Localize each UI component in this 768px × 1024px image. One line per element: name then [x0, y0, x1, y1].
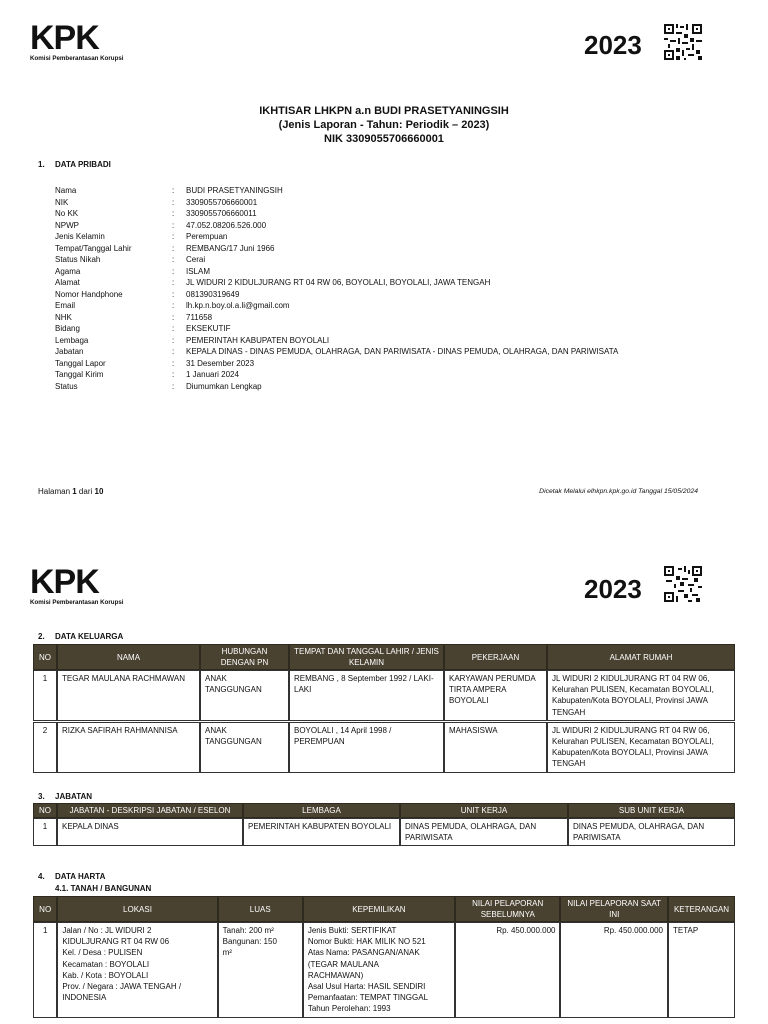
field-value: 1 Januari 2024: [186, 370, 239, 379]
table-cell: BOYOLALI , 14 April 1998 / PEREMPUAN: [289, 722, 444, 773]
table-cell: ANAK TANGGUNGAN: [200, 670, 289, 721]
page-number: Halaman 1 dari 10: [38, 487, 104, 496]
table-cell-sebelumnya: Rp. 450.000.000: [455, 922, 561, 1018]
column-header: JABATAN - DESKRIPSI JABATAN / ESELON: [57, 803, 243, 818]
table-cell: 1: [33, 670, 57, 721]
column-header: KETERANGAN: [668, 896, 735, 922]
field-label: Agama: [55, 266, 81, 276]
qr-code-icon: [664, 566, 702, 602]
field-colon: :: [172, 197, 175, 207]
field-colon: :: [172, 289, 175, 299]
field-label: Tanggal Kirim: [55, 370, 104, 379]
field-label: Bidang: [55, 324, 80, 333]
column-header: UNIT KERJA: [400, 803, 568, 818]
column-header: ALAMAT RUMAH: [547, 644, 735, 670]
field-label: No KK: [55, 209, 79, 218]
section-data-harta-heading: 4. DATA HARTA: [38, 872, 106, 881]
table-cell-saat-ini: Rp. 450.000.000: [560, 922, 668, 1018]
personal-data-row: [55, 358, 618, 370]
table-row: [33, 922, 735, 1018]
personal-data-row: [55, 254, 618, 266]
field-value: PEMERINTAH KABUPATEN BOYOLALI: [186, 335, 330, 345]
personal-data-row: [55, 220, 618, 232]
personal-data-row: [55, 335, 618, 347]
personal-data-row: [55, 381, 618, 393]
table-cell: DINAS PEMUDA, OLAHRAGA, DAN PARIWISATA: [568, 818, 735, 846]
report-year: 2023: [584, 30, 642, 60]
table-cell: MAHASISWA: [444, 722, 547, 773]
table-cell-lokasi: Jalan / No : JL WIDURI 2 KIDULJURANG RT 04 RW 06 Kel. / Desa : PULISEN Kecamatan : BOYOLALI Kab. / Kota : BOYOLALI Prov. / Negara : JAWA TENGAH / INDONESIA: [57, 922, 217, 1018]
personal-data-row: [55, 185, 618, 197]
table-cell-no: 1: [33, 922, 57, 1018]
personal-data-row: [55, 231, 618, 243]
table-cell: PEMERINTAH KABUPATEN BOYOLALI: [243, 818, 400, 846]
qr-code-icon: [664, 24, 702, 60]
field-value: ISLAM: [186, 266, 211, 276]
table-cell: KARYAWAN PERUMDA TIRTA AMPERA BOYOLALI: [444, 670, 547, 721]
field-label: Jenis Kelamin: [55, 232, 105, 241]
report-year: 2023: [584, 574, 642, 604]
personal-data-row: [55, 208, 618, 220]
personal-data-row: [55, 277, 618, 289]
field-colon: :: [172, 358, 175, 368]
table-row: [33, 722, 735, 773]
section-data-pribadi-heading: 1. DATA PRIBADI: [38, 160, 111, 169]
table-cell: TEGAR MAULANA RACHMAWAN: [57, 670, 200, 721]
title-line-3: NIK 3309055706660001: [324, 133, 444, 145]
personal-data-row: [55, 197, 618, 209]
column-header: KEPEMILIKAN: [303, 896, 455, 922]
table-cell-luas: Tanah: 200 m² Bangunan: 150 m²: [218, 922, 303, 1018]
report-title: [0, 104, 768, 146]
field-label: Lembaga: [55, 335, 89, 345]
field-colon: :: [172, 243, 175, 253]
field-value: 31 Desember 2023: [186, 358, 255, 368]
field-label: NPWP: [55, 220, 79, 230]
field-label: Tanggal Lapor: [55, 358, 106, 368]
table-cell: 1: [33, 818, 57, 846]
field-value: 711658: [186, 312, 213, 322]
field-label: Status Nikah: [55, 255, 101, 264]
kpk-logo-word: KPK: [30, 563, 99, 601]
keluarga-table-header: [33, 644, 735, 670]
personal-data-row: [55, 312, 618, 324]
kpk-logo: [30, 563, 140, 606]
table-cell-kepemilikan: Jenis Bukti: SERTIFIKAT Nomor Bukti: HAK MILIK NO 521 Atas Nama: PASANGAN/ANAK (TEGAR MAULANA RACHMAWAN) Asal Usul Harta: HASIL SENDIRI Pemanfaatan: TEMPAT TINGGAL Tahun Perolehan: 1993: [303, 922, 455, 1018]
field-label: Email: [55, 301, 76, 310]
column-header: LOKASI: [57, 896, 217, 922]
table-cell: ANAK TANGGUNGAN: [200, 722, 289, 773]
field-value: BUDI PRASETYANINGSIH: [186, 186, 283, 195]
kpk-logo-word: KPK: [30, 19, 99, 57]
title-line-1: IKHTISAR LHKPN a.n BUDI PRASETYANINGSIH: [259, 105, 509, 117]
field-value: Cerai: [186, 255, 206, 264]
personal-data-row: [55, 323, 618, 335]
field-value: Diumumkan Lengkap: [186, 381, 262, 391]
field-colon: :: [172, 232, 175, 241]
column-header: NO: [33, 803, 57, 818]
personal-data-row: [55, 346, 618, 358]
personal-data-row: [55, 266, 618, 278]
table-cell: RIZKA SAFIRAH RAHMANNISA: [57, 722, 200, 773]
personal-data-row: [55, 369, 618, 381]
table-cell: KEPALA DINAS: [57, 818, 243, 846]
field-value: KEPALA DINAS - DINAS PEMUDA, OLAHRAGA, DAN PARIWISATA - DINAS PEMUDA, OLAHRAGA, DAN PARIWISATA: [186, 347, 619, 356]
page-1: [0, 0, 768, 510]
field-value: lh.kp.n.boy.ol.a.li@gmail.com: [186, 301, 290, 310]
kpk-logo-subtitle: Komisi Pemberantasan Korupsi: [30, 55, 124, 62]
kpk-logo-subtitle: Komisi Pemberantasan Korupsi: [30, 599, 124, 606]
column-header: NO: [33, 644, 57, 670]
field-label: NHK: [55, 312, 72, 322]
field-colon: :: [172, 255, 175, 264]
table-cell: 2: [33, 722, 57, 773]
column-header: TEMPAT DAN TANGGAL LAHIR / JENIS KELAMIN: [289, 644, 444, 670]
field-colon: :: [172, 335, 175, 345]
section-jabatan-heading: 3. JABATAN: [38, 792, 93, 801]
title-line-2: (Jenis Laporan - Tahun: Periodik – 2023): [278, 119, 490, 131]
field-value: 081390319649: [186, 289, 240, 299]
personal-data-list: [55, 185, 618, 392]
field-value: Perempuan: [186, 232, 228, 241]
field-value: 47.052.08206.526.000: [186, 220, 267, 230]
field-label: Status: [55, 381, 78, 391]
jabatan-table: [33, 803, 735, 846]
page-2: [0, 548, 768, 1024]
personal-data-row: [55, 243, 618, 255]
table-cell: JL WIDURI 2 KIDULJURANG RT 04 RW 06, Kelurahan PULISEN, Kecamatan BOYOLALI, Kabupaten/Kota BOYOLALI, Provinsi JAWA TENGAH: [547, 722, 735, 773]
field-label: Tempat/Tanggal Lahir: [55, 243, 132, 253]
column-header: NO: [33, 896, 57, 922]
kpk-logo: [30, 19, 140, 62]
personal-data-row: [55, 300, 618, 312]
column-header: NILAI PELAPORAN SAAT INI: [560, 896, 668, 922]
field-colon: :: [172, 266, 175, 276]
field-value: JL WIDURI 2 KIDULJURANG RT 04 RW 06, BOYOLALI, BOYOLALI, JAWA TENGAH: [186, 278, 491, 287]
table-row: [33, 818, 735, 846]
field-colon: :: [172, 278, 175, 287]
jabatan-table-header: [33, 803, 735, 818]
field-colon: :: [172, 301, 175, 310]
table-cell: DINAS PEMUDA, OLAHRAGA, DAN PARIWISATA: [400, 818, 568, 846]
field-value: REMBANG/17 Juni 1966: [186, 243, 275, 253]
column-header: LUAS: [218, 896, 303, 922]
print-note: Dicetak Melalui elhkpn.kpk.go.id Tanggal 15/05/2024: [539, 488, 698, 495]
table-row: [33, 670, 735, 721]
column-header: PEKERJAAN: [444, 644, 547, 670]
column-header: NAMA: [57, 644, 200, 670]
field-label: Nama: [55, 186, 77, 195]
table-cell: JL WIDURI 2 KIDULJURANG RT 04 RW 06, Kelurahan PULISEN, Kecamatan BOYOLALI, Kabupaten/Kota BOYOLALI, Provinsi JAWA TENGAH: [547, 670, 735, 721]
section-data-keluarga-heading: 2. DATA KELUARGA: [38, 632, 124, 641]
field-colon: :: [172, 209, 175, 218]
table-cell-keterangan: TETAP: [668, 922, 735, 1018]
field-colon: :: [172, 186, 175, 195]
field-colon: :: [172, 220, 175, 230]
field-label: Nomor Handphone: [55, 289, 123, 299]
personal-data-row: [55, 289, 618, 301]
column-header: HUBUNGAN DENGAN PN: [200, 644, 289, 670]
field-label: NIK: [55, 197, 69, 207]
field-colon: :: [172, 370, 175, 379]
field-colon: :: [172, 312, 175, 322]
field-label: Alamat: [55, 278, 80, 287]
field-colon: :: [172, 381, 175, 391]
field-value: EKSEKUTIF: [186, 324, 231, 333]
column-header: SUB UNIT KERJA: [568, 803, 735, 818]
tanah-table-header: [33, 896, 735, 922]
field-label: Jabatan: [55, 347, 84, 356]
field-colon: :: [172, 347, 175, 356]
field-colon: :: [172, 324, 175, 333]
column-header: NILAI PELAPORAN SEBELUMNYA: [455, 896, 561, 922]
tanah-bangunan-table: [33, 896, 735, 1018]
column-header: LEMBAGA: [243, 803, 400, 818]
keluarga-table: [33, 644, 735, 773]
table-cell: REMBANG , 8 September 1992 / LAKI-LAKI: [289, 670, 444, 721]
field-value: 3309055706660001: [186, 197, 258, 207]
field-value: 3309055706660011: [186, 209, 257, 218]
section-tanah-bangunan-heading: 4.1. TANAH / BANGUNAN: [55, 884, 152, 893]
